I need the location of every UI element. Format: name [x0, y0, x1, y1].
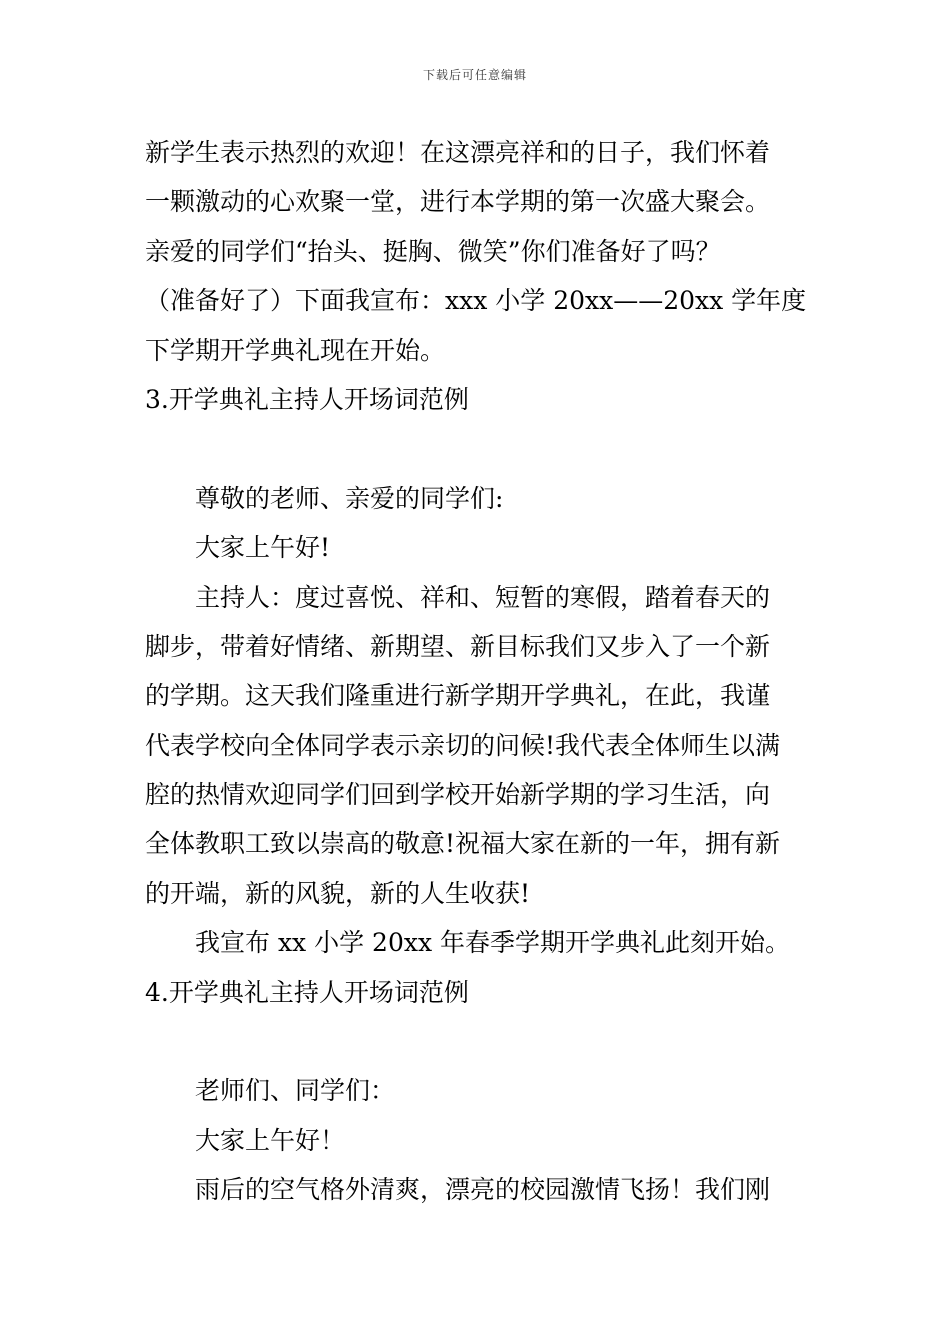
paragraph-line: 我宣布 xx 小学 20xx 年春季学期开学典礼此刻开始。 — [195, 928, 790, 958]
paragraph-line: 的学期。这天我们隆重进行新学期开学典礼，在此，我谨 — [145, 681, 771, 711]
section-heading: 4.开学典礼主持人开场词范例 — [145, 977, 469, 1007]
paragraph-line: 脚步，带着好情绪、新期望、新目标我们又步入了一个新 — [145, 631, 771, 661]
paragraph-line: 亲爱的同学们“抬头、挺胸、微笑”你们准备好了吗？ — [145, 236, 721, 266]
greeting: 大家上午好！ — [195, 1125, 346, 1155]
paragraph-line: 全体教职工致以崇高的敬意!祝福大家在新的一年，拥有新 — [145, 829, 781, 859]
paragraph-line: 腔的热情欢迎同学们回到学校开始新学期的学习生活，向 — [145, 780, 771, 810]
paragraph-line: 主持人：度过喜悦、祥和、短暂的寒假，踏着春天的 — [195, 582, 771, 612]
paragraph-line: 的开端，新的风貌，新的人生收获! — [145, 878, 531, 908]
header-note: 下载后可任意编辑 — [422, 68, 527, 82]
document-body — [145, 128, 813, 1215]
blank-line — [145, 1017, 813, 1066]
paragraph-line: 代表学校向全体同学表示亲切的问候!我代表全体师生以满 — [145, 730, 781, 760]
paragraph-line: 下学期开学典礼现在开始。 — [145, 335, 446, 365]
salutation: 老师们、同学们： — [195, 1076, 396, 1106]
blank-line — [145, 424, 813, 473]
paragraph-line: 雨后的空气格外清爽，漂亮的校园激情飞扬！我们刚 — [195, 1175, 771, 1205]
paragraph-line: 一颗激动的心欢聚一堂，进行本学期的第一次盛大聚会。 — [145, 187, 771, 217]
paragraph-line: （准备好了）下面我宣布：xxx 小学 20xx——20xx 学年度 — [145, 286, 807, 316]
section-heading: 3.开学典礼主持人开场词范例 — [145, 384, 469, 414]
paragraph-line: 新学生表示热烈的欢迎！在这漂亮祥和的日子，我们怀着 — [145, 138, 771, 167]
salutation: 尊敬的老师、亲爱的同学们: — [195, 483, 504, 513]
greeting: 大家上午好! — [195, 533, 331, 563]
